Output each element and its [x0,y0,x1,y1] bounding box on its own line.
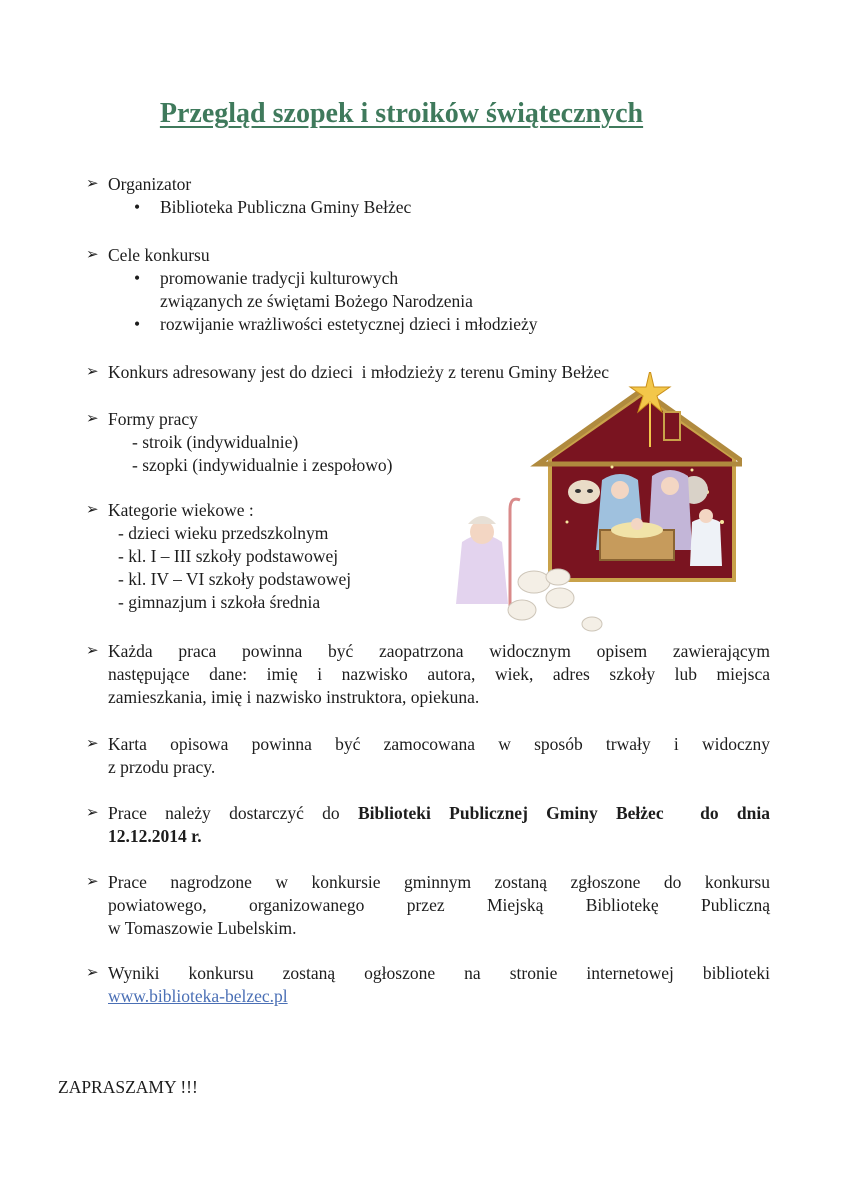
section-description: ➢ Każda praca powinna być zaopatrzona widocznym opisem zawierającym następujące dane: imię i nazwisko autora, wiek, adres szkoły lub miejsca zamieszkania, imię i nazwisko instruktora, opiekuna. [86,641,770,707]
section-forms [86,408,393,477]
section-organizer [86,173,411,219]
section-heading: Cele konkursu [108,245,210,265]
library-website-link[interactable]: www.biblioteka-belzec.pl [108,986,288,1006]
list-item: - szopki (indywidualnie i zespołowo) [132,455,393,475]
page-title: Przegląd szopek i stroików świątecznych [159,98,644,129]
nativity-scene-illustration [452,372,742,642]
list-item: - kl. IV – VI szkoły podstawowej [118,569,352,589]
arrowhead-icon: ➢ [86,643,99,659]
section-card: ➢ Karta opisowa powinna być zamocowana w sposób trwały i widoczny z przodu pracy. [86,734,770,777]
bullet-dot-icon: • [134,268,141,288]
arrowhead-icon: ➢ [86,247,99,263]
section-heading: Formy pracy [108,409,198,429]
list-item: • promowanie tradycji kulturowych [134,268,399,288]
arrowhead-icon: ➢ [86,965,99,981]
list-item: • Biblioteka Publiczna Gminy Bełżec [134,197,412,217]
deadline-date: 12.12.2014 r. [108,826,202,846]
list-item: - kl. I – III szkoły podstawowej [118,546,339,566]
list-item: - stroik (indywidualnie) [132,432,299,452]
section-awarded: ➢ Prace nagrodzone w konkursie gminnym zostaną zgłoszone do konkursu powiatowego, organizowanego przez Miejską Bibliotekę Publiczną w Tomaszowie Lubelskim. [86,872,770,938]
section-results: ➢ Wyniki konkursu zostaną ogłoszone na stronie internetowej biblioteki www.biblioteka-belzec.pl [86,963,770,1006]
arrowhead-icon: ➢ [86,364,99,380]
bullet-dot-icon: • [134,197,141,217]
section-delivery: ➢ Prace należy dostarczyć do Biblioteki Publicznej Gminy Bełżec do dnia 12.12.2014 r. [86,803,770,846]
list-item: • rozwijanie wrażliwości estetycznej dzieci i młodzieży [134,314,538,334]
audience-text: Konkurs adresowany jest do dzieci i młodzieży z terenu Gminy Bełżec [108,362,610,382]
section-heading: Organizator [108,174,192,194]
bullet-dot-icon: • [134,314,141,334]
section-categories [86,499,351,614]
section-heading: Kategorie wiekowe : [108,500,254,520]
library-name-bold: Biblioteki Publicznej Gminy Bełżec do dnia [357,803,770,823]
arrowhead-icon: ➢ [86,874,99,890]
arrowhead-icon: ➢ [86,805,99,821]
section-goals: ➢ Cele konkursu • promowanie tradycji kulturowych związanych ze świętami Bożego Narodzenia • rozwijanie wrażliwości estetycznej dzieci i młodzieży [86,245,538,334]
arrowhead-icon: ➢ [86,502,99,518]
closing-invitation: ZAPRASZAMY !!! [58,1077,198,1097]
arrowhead-icon: ➢ [86,176,99,192]
list-item: - dzieci wieku przedszkolnym [118,523,329,543]
list-item: - gimnazjum i szkoła średnia [118,592,321,612]
arrowhead-icon: ➢ [86,736,99,752]
arrowhead-icon: ➢ [86,411,99,427]
